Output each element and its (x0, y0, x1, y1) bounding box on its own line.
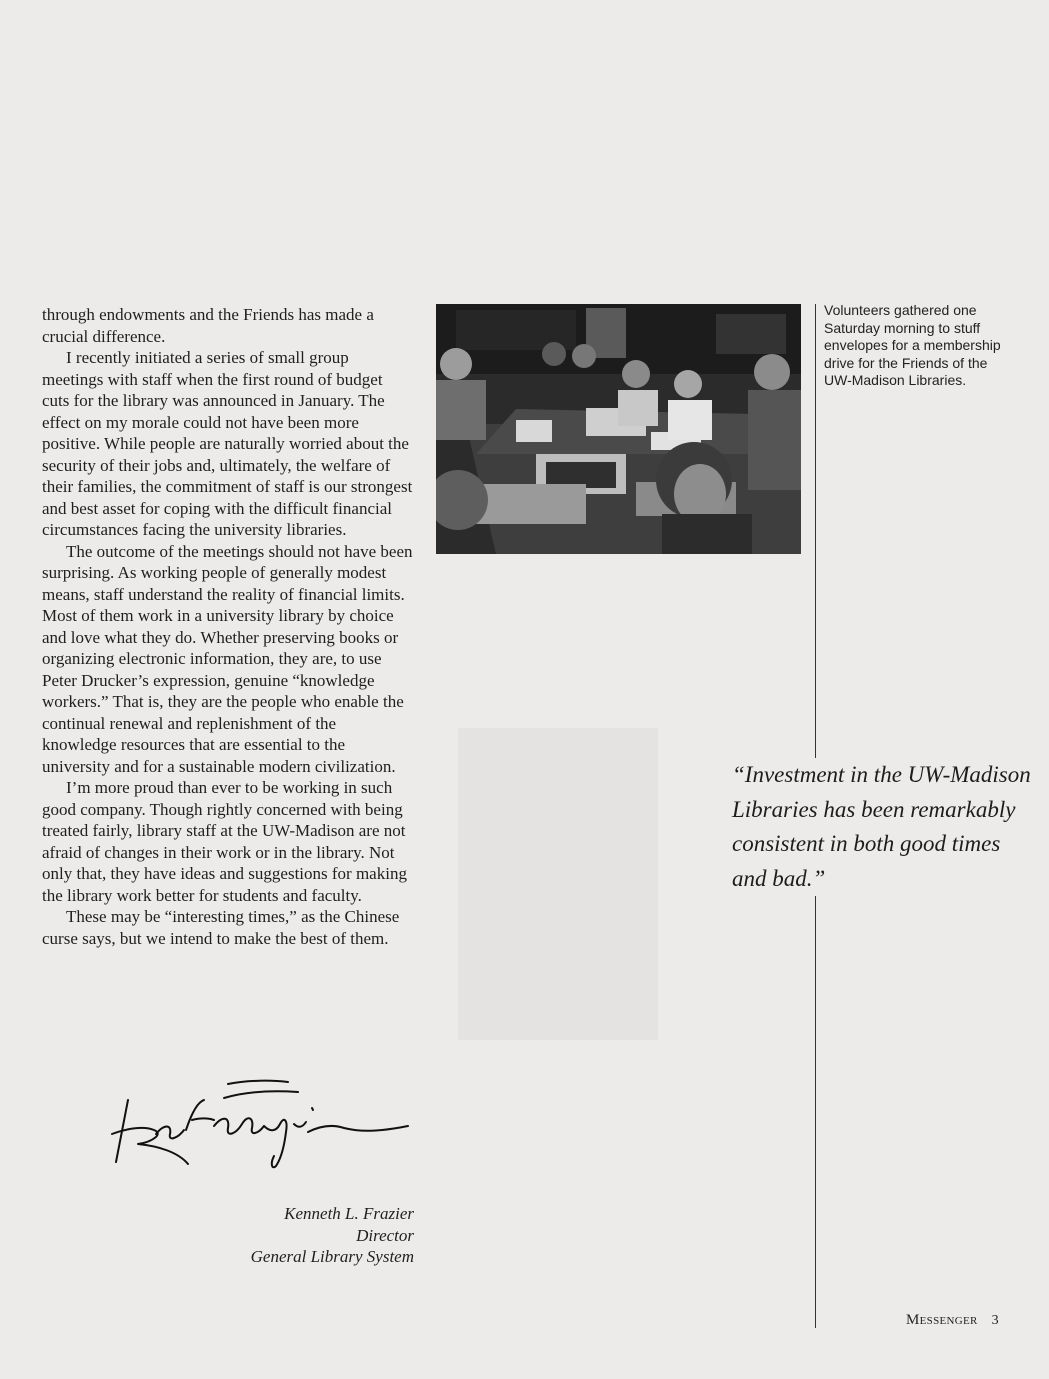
show-through-panel (458, 728, 658, 1040)
signature (108, 1072, 418, 1172)
page-footer (906, 1312, 999, 1329)
paragraph: These may be “interesting times,” as the Chinese curse says, but we intend to make the best of them. (42, 907, 400, 948)
author-org: General Library System (250, 1247, 414, 1266)
paragraph: I’m more proud than ever to be working in such good company. Though rightly concerned with being treated fairly, library staff at the UW-Madison are not afraid of changes in their work or in the library. Not only that, they have ideas and suggestions for making the library work better for students and faculty. (42, 778, 407, 905)
page-number: 3 (991, 1313, 999, 1328)
paragraph: The outcome of the meetings should not have been surprising. As working people of generally modest means, staff understand the reality of financial limits. Most of them work in a university library by choice and love what they do. Whether preserving books or organizing electronic information, they are, to use Peter Drucker’s expression, genuine “knowledge workers.” That is, they are the people who enable the continual renewal and replenishment of the knowledge resources that are essential to the university and for a sustainable modern civilization. (42, 541, 413, 776)
article-body (42, 304, 414, 949)
signoff (200, 1203, 414, 1268)
paragraph: through endowments and the Friends has made a crucial difference. (42, 305, 374, 346)
pull-quote: “Investment in the UW-Madison Libraries has been remarkably consistent in both good times and bad.” (728, 758, 1032, 896)
photo-caption: Volunteers gathered one Saturday morning to stuff envelopes for a membership drive for the Friends of the UW-Madison Libraries. (824, 302, 1001, 388)
paragraph: I recently initiated a series of small group meetings with staff when the first round of budget cuts for the library was announced in January. The effect on my morale could not have been more positive. While people are naturally worried about the security of their jobs and, ultimately, the welfare of their families, the commitment of staff is our strongest and best asset for coping with the difficult financial circumstances facing the university libraries. (42, 348, 413, 539)
author-role: Director (356, 1225, 414, 1245)
publication-name: Messenger (906, 1312, 978, 1328)
volunteers-photo (436, 304, 801, 554)
author-name: Kenneth L. Frazier (284, 1204, 414, 1223)
